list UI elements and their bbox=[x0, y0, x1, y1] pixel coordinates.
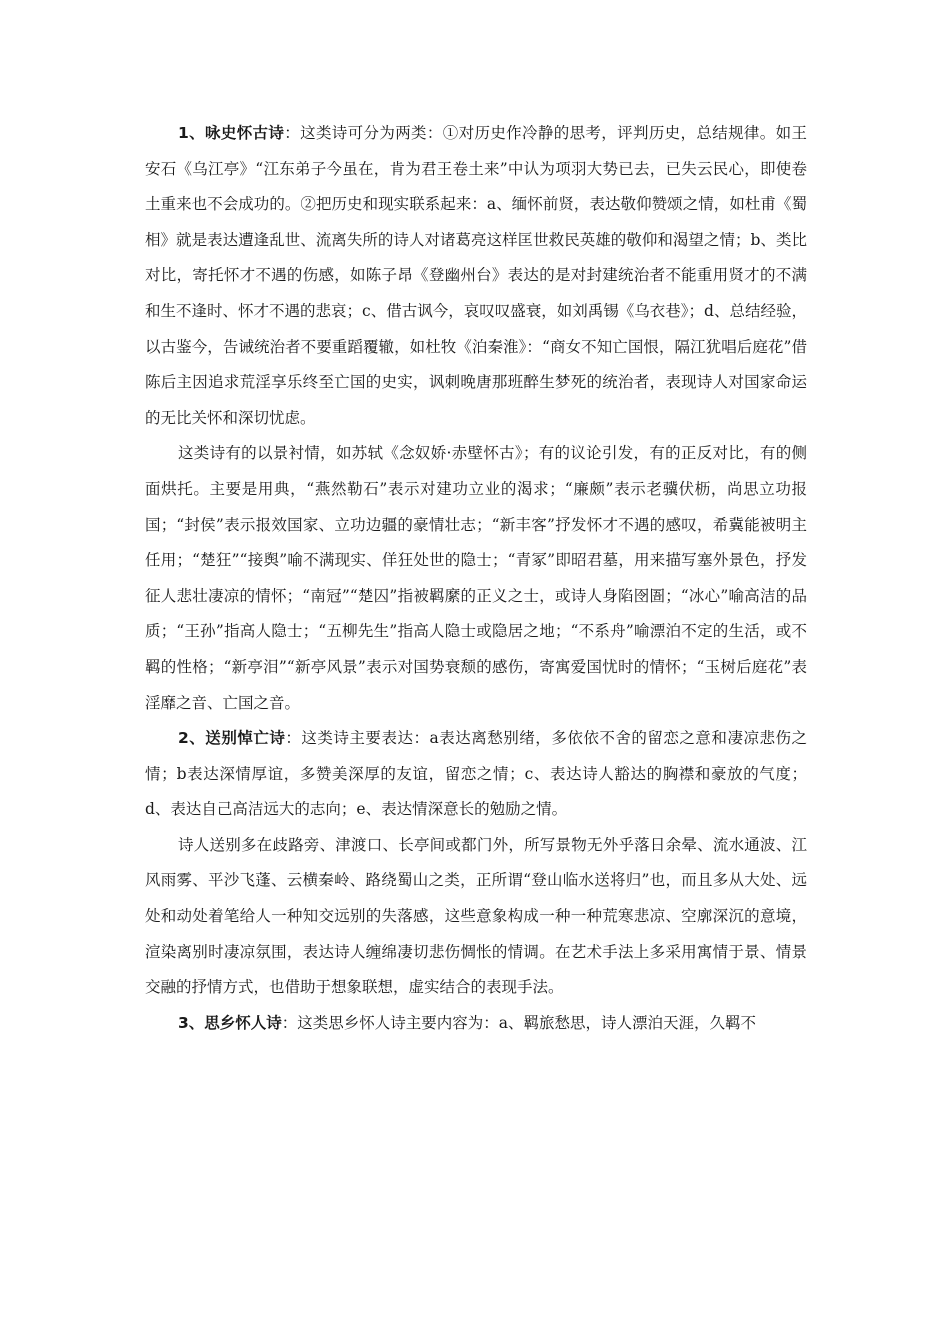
section-2-intro-paragraph bbox=[145, 721, 807, 828]
document-page bbox=[145, 116, 807, 1041]
section-2-intro-text: ：这类诗主要表达：a表达离愁别绪，多依依不舍的留恋之意和凄凉悲伤之情；b表达深情厚谊，多赞美深厚的友谊，留恋之情；c、表达诗人豁达的胸襟和豪放的气度；d、表达自己高洁远大的志向；e、表达情深意长的勉励之情。 bbox=[145, 729, 807, 819]
section-3-intro-text: ：这类思乡怀人诗主要内容为：a、羁旅愁思，诗人漂泊天涯，久羁不 bbox=[281, 1013, 757, 1032]
section-3-intro-paragraph bbox=[145, 1006, 807, 1042]
section-1-heading: 1、咏史怀古诗 bbox=[178, 124, 285, 142]
section-2-heading: 2、送别悼亡诗 bbox=[178, 729, 286, 748]
section-1-intro-paragraph bbox=[145, 116, 807, 436]
section-1-intro-text: ：这类诗可分为两类：①对历史作冷静的思考，评判历史，总结规律。如王安石《乌江亭》“江东弟子今虽在，肯为君王卷土来”中认为项羽大势已去，已失云民心，即使卷土重来也不会成功的。②把历史和现实联系起来：a、缅怀前贤，表达敬仰赞颂之情，如杜甫《蜀相》就是表达遭逢乱世、流离失所的诗人对诸葛亮这样匡世救民英雄的敬仰和渴望之情；b、类比对比，寄托怀才不遇的伤感，如陈子昂《登幽州台》表达的是对封建统治者不能重用贤才的不满和生不逢时、怀才不遇的悲哀；c、借古讽今，哀叹叹盛衰，如刘禹锡《乌衣巷》；d、总结经验，以古鉴今，告诫统治者不要重蹈覆辙，如杜牧《泊秦淮》：“商女不知亡国恨，隔江犹唱后庭花”借陈后主因追求荒淫享乐终至亡国的史实，讽刺晚唐那班醉生梦死的统治者，表现诗人对国家命运的无比关怀和深切忧虑。 bbox=[145, 124, 807, 427]
section-1-body-paragraph: 这类诗有的以景衬情，如苏轼《念奴娇·赤壁怀古》；有的议论引发，有的正反对比，有的侧面烘托。主要是用典，“燕然勒石”表示对建功立业的渴求；“廉颇”表示老骥伏枥，尚思立功报国；“封侯”表示报效国家、立功边疆的豪情壮志；“新丰客”抒发怀才不遇的感叹，希冀能被明主任用；“楚狂”“接舆”喻不满现实、佯狂处世的隐士；“青冢”即昭君墓，用来描写塞外景色，抒发征人悲壮凄凉的情怀；“南冠”“楚囚”指被羁縻的正义之士，或诗人身陷囹圄；“冰心”喻高洁的品质；“王孙”指高人隐士；“五柳先生”指高人隐士或隐居之地；“不系舟”喻漂泊不定的生活，或不羁的性格；“新亭泪”“新亭风景”表示对国势衰颓的感伤，寄寓爱国忧时的情怀；“玉树后庭花”表淫靡之音、亡国之音。 bbox=[145, 444, 807, 712]
section-3-heading: 3、思乡怀人诗 bbox=[178, 1013, 282, 1032]
section-2-body-paragraph: 诗人送别多在歧路旁、津渡口、长亭间或都门外，所写景物无外乎落日余晕、流水通波、江风雨雾、平沙飞蓬、云横秦岭、路绕蜀山之类，正所谓“登山临水送将归”也，而且多从大处、远处和动处着笔给人一种知交远别的失落感，这些意象构成一种一种荒寒悲凉、空廓深沉的意境，渲染离别时凄凉氛围，表达诗人缠绵凄切悲伤惆怅的情调。在艺术手法上多采用寓情于景、情景交融的抒情方式，也借助于想象联想，虚实结合的表现手法。 bbox=[145, 835, 807, 997]
